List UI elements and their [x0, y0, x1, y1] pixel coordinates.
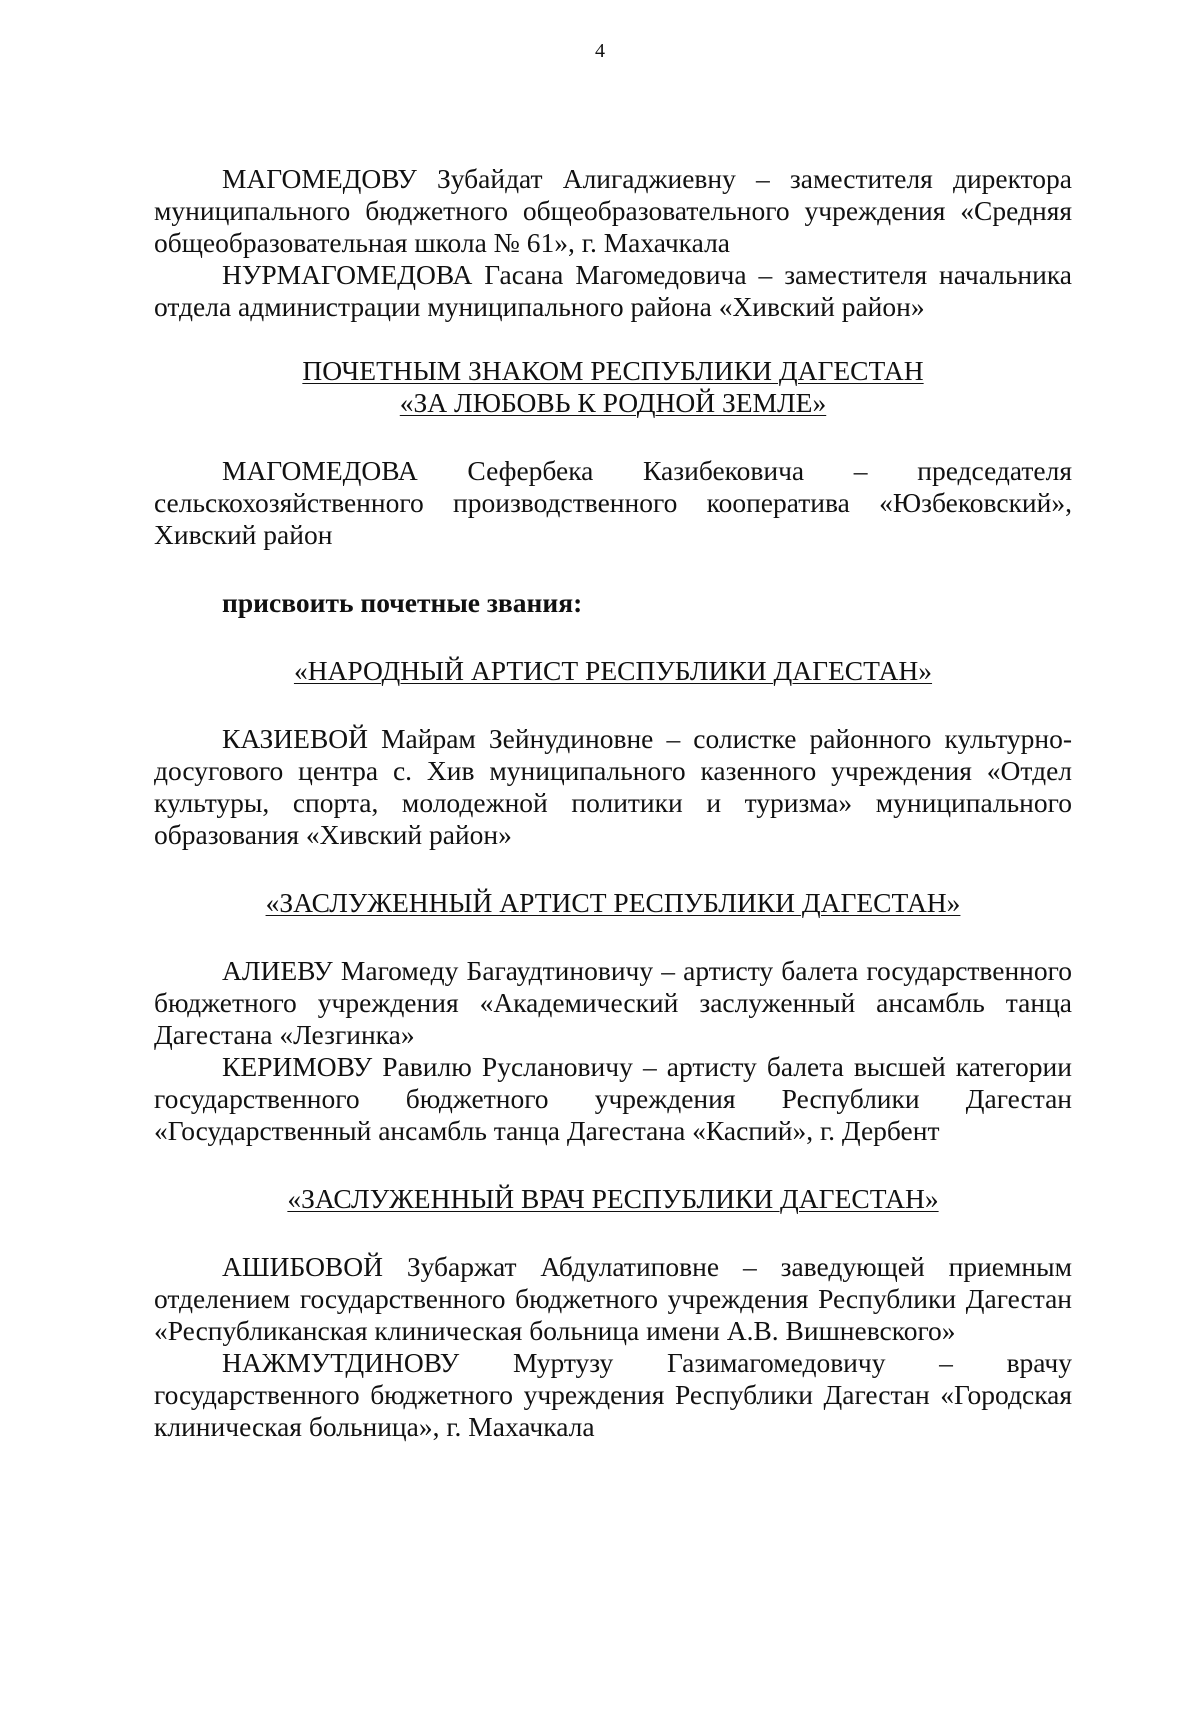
award-paragraph-magomedova-z: МАГОМЕДОВУ Зубайдат Алигаджиевну – заместителя директора муниципального бюджетного общеобразовательного учреждения «Средняя общеобразовательная школа № 61», г. Махачкала — [154, 163, 1072, 258]
honored-artist-heading: «ЗАСЛУЖЕННЫЙ АРТИСТ РЕСПУБЛИКИ ДАГЕСТАН» — [265, 887, 961, 918]
page-number: 4 — [595, 40, 605, 62]
award-paragraph-ashibova-z: АШИБОВОЙ Зубаржат Абдулатиповне – заведующей приемным отделением государственного бюджетного учреждения Республики Дагестан «Республиканская клиническая больница имени А.В. Вишневского» — [154, 1251, 1072, 1346]
award-paragraph-nazhmutdinova-m: НАЖМУТДИНОВУ Муртузу Газимагомедовичу – врачу государственного бюджетного учреждения Республики Дагестан «Городская клиническая больница», г. Махачкала — [154, 1347, 1072, 1442]
assign-titles-heading: присвоить почетные звания: — [222, 587, 583, 618]
award-paragraph-magomedova-s: МАГОМЕДОВА Сефербека Казибековича – председателя сельскохозяйственного производственного кооператива «Юзбековский», Хивский район — [154, 455, 1072, 550]
peoples-artist-heading: «НАРОДНЫЙ АРТИСТ РЕСПУБЛИКИ ДАГЕСТАН» — [293, 655, 933, 686]
honor-badge-heading-line1: ПОЧЕТНЫМ ЗНАКОМ РЕСПУБЛИКИ ДАГЕСТАН — [302, 355, 924, 386]
award-paragraph-kerimova-r: КЕРИМОВУ Равилю Руслановичу – артисту балета высшей категории государственного бюджетного учреждения Республики Дагестан «Государственный ансамбль танца Дагестана «Каспий», г. Дербент — [154, 1051, 1072, 1146]
honored-doctor-heading: «ЗАСЛУЖЕННЫЙ ВРАЧ РЕСПУБЛИКИ ДАГЕСТАН» — [287, 1183, 939, 1214]
document-body — [154, 163, 1072, 1443]
honor-badge-heading-line2: «ЗА ЛЮБОВЬ К РОДНОЙ ЗЕМЛЕ» — [399, 387, 827, 418]
award-paragraph-nurmagomedova-g: НУРМАГОМЕДОВА Гасана Магомедовича – заместителя начальника отдела администрации муниципального района «Хивский район» — [154, 259, 1072, 322]
award-paragraph-kazieva-m: КАЗИЕВОЙ Майрам Зейнудиновне – солистке районного культурно-досугового центра с. Хив муниципального казенного учреждения «Отдел культуры, спорта, молодежной политики и туризма» муниципального образования «Хивский район» — [154, 723, 1072, 850]
award-paragraph-alieva-m: АЛИЕВУ Магомеду Багаудтиновичу – артисту балета государственного бюджетного учреждения «Академический заслуженный ансамбль танца Дагестана «Лезгинка» — [154, 955, 1072, 1050]
